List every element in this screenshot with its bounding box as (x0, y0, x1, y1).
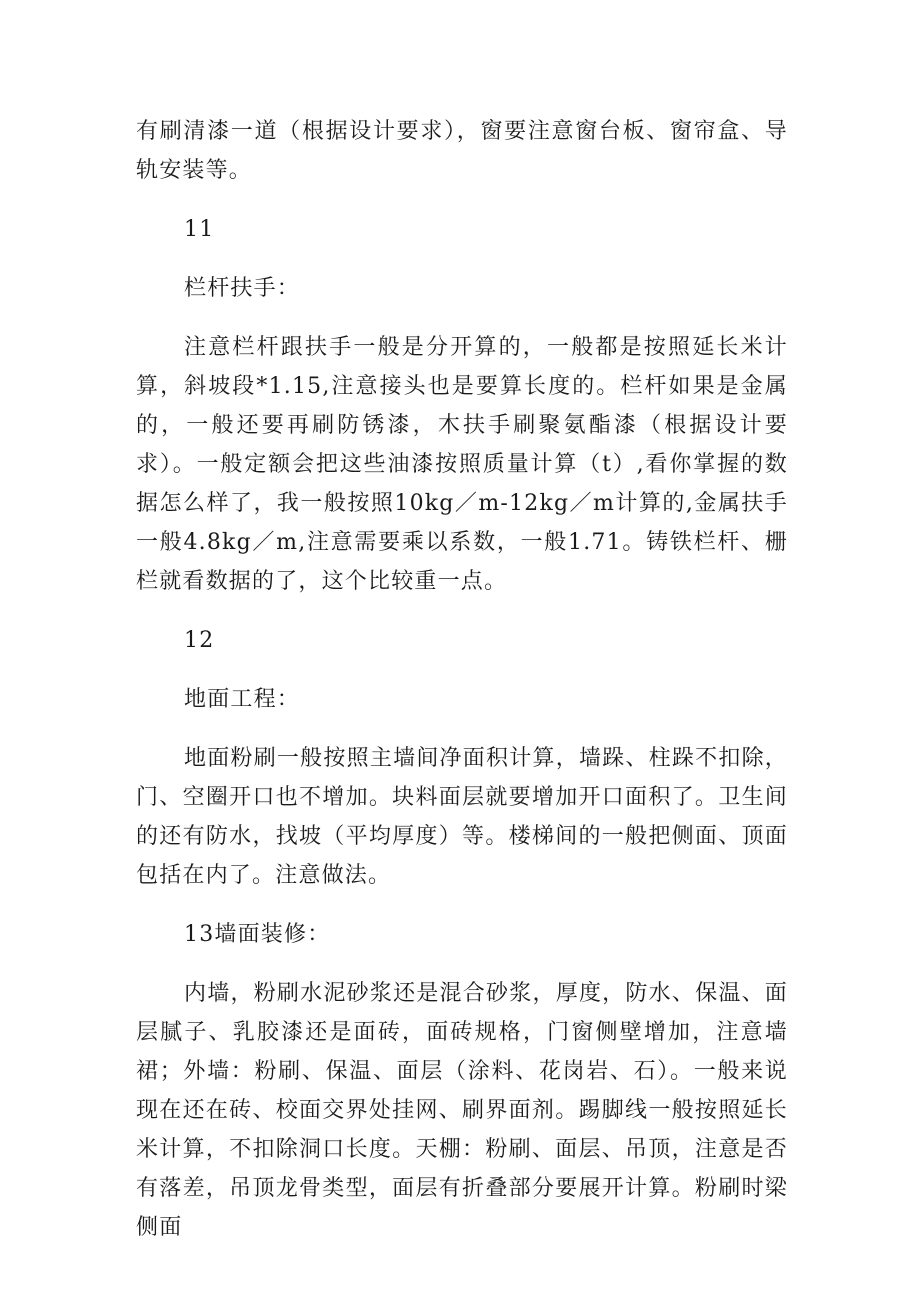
paragraph-continuation: 有刷清漆一道（根据设计要求），窗要注意窗台板、窗帘盒、导轨安装等。 (136, 119, 788, 183)
section-heading-wall-finishing: 13墙面装修： (184, 922, 331, 947)
section-heading-floor: 地面工程： (184, 687, 301, 712)
document-body (136, 112, 788, 1267)
section-number-11: 11 (184, 217, 215, 242)
paragraph-wall-finishing: 内墙，粉刷水泥砂浆还是混合砂浆，厚度，防水、保温、面层腻子、乳胶漆还是面砖，面砖规格，门窗侧壁增加，注意墙裙；外墙：粉刷、保温、面层（涂料、花岗岩、石）。一般来说现在还在砖、校面交界处挂网、刷界面剂。踢脚线一般按照延长米计算，不扣除洞口长度。天棚：粉刷、面层、吊顶，注意是否有落差，吊顶龙骨类型，面层有折叠部分要展开计算。粉刷时梁侧面 (136, 981, 788, 1240)
paragraph-floor: 地面粉刷一般按照主墙间净面积计算，墙跺、柱跺不扣除，门、空圈开口也不增加。块料面层就要增加开口面积了。卫生间的还有防水，找坡（平均厚度）等。楼梯间的一般把侧面、顶面包括在内了。注意做法。 (136, 746, 788, 888)
paragraph-railings: 注意栏杆跟扶手一般是分开算的，一般都是按照延长米计算，斜坡段*1.15,注意接头也是要算长度的。栏杆如果是金属的，一般还要再刷防锈漆，木扶手刷聚氨酯漆（根据设计要求）。一般定额会把这些油漆按照质量计算（t）,看你掌握的数据怎么样了，我一般按照10kg／m-12kg／m计算的,金属扶手一般4.8kg／m,注意需要乘以系数，一般1.71。铸铁栏杆、栅栏就看数据的了，这个比较重一点。 (136, 335, 788, 594)
section-heading-railings: 栏杆扶手： (184, 276, 301, 301)
section-number-12: 12 (184, 628, 215, 653)
